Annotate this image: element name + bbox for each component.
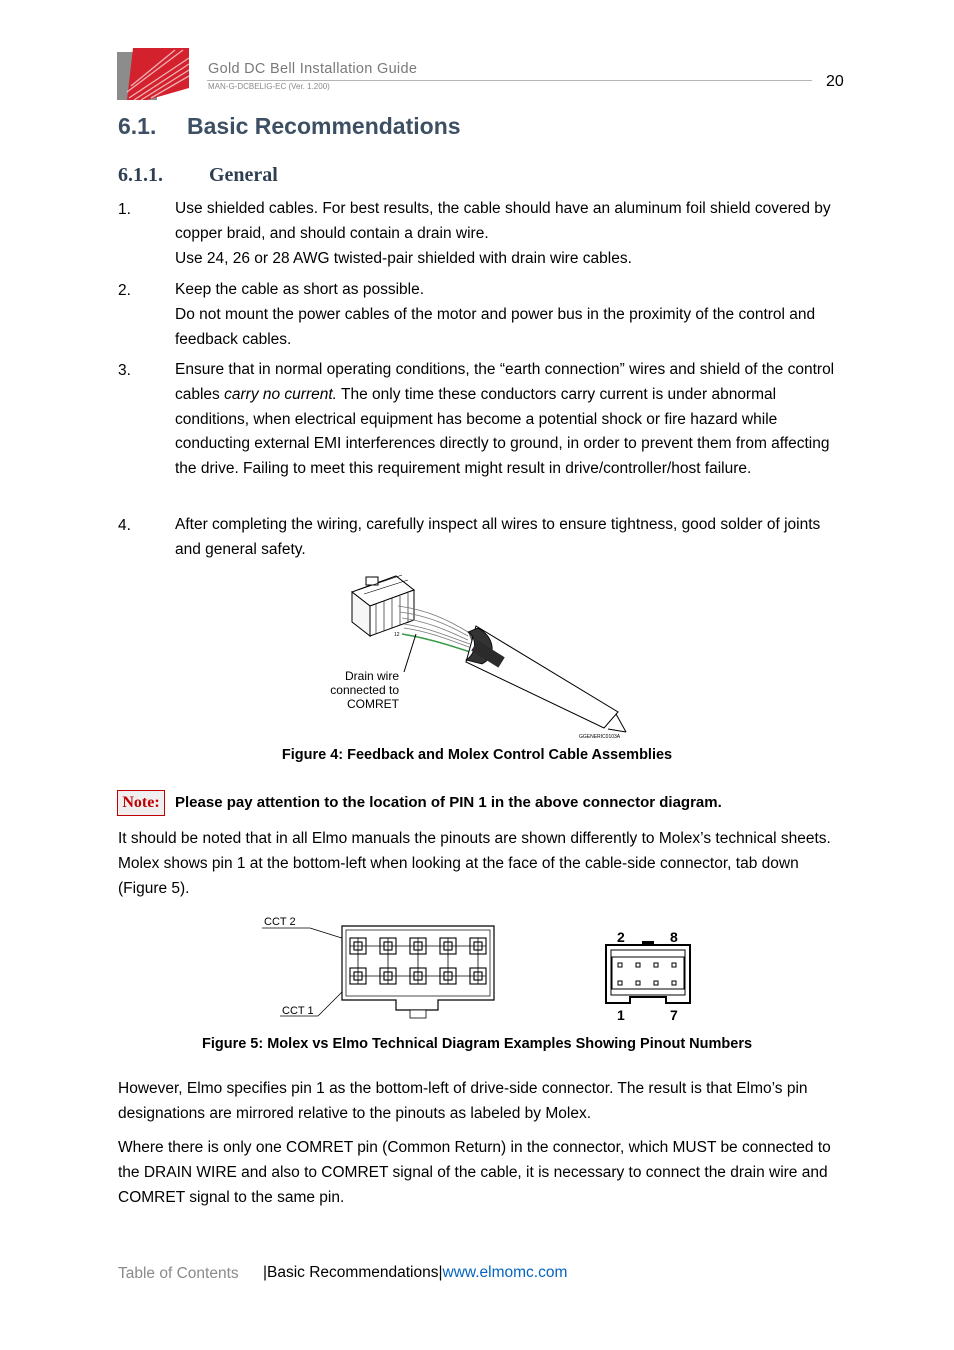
footer-website-link[interactable]: www.elmomc.com bbox=[442, 1264, 568, 1281]
list-item-number: 4. bbox=[118, 517, 131, 534]
list-item-text: Do not mount the power cables of the motor and power bus in the proximity of the control and feedback cables. bbox=[175, 305, 816, 348]
list-item-number: 1. bbox=[118, 201, 131, 218]
footer-nav bbox=[263, 1264, 567, 1282]
section-number: 6.1. bbox=[118, 113, 157, 139]
pin-number-top-left: 2 bbox=[617, 929, 625, 945]
list-item-number: 2. bbox=[118, 282, 131, 299]
list-item-text: Ensure that in normal operating conditions, the “earth connection” wires and shield of the control cables bbox=[175, 361, 835, 403]
list-item bbox=[175, 513, 841, 563]
elmo-connector-diagram bbox=[600, 925, 696, 1025]
list-item bbox=[175, 278, 841, 352]
subsection-number: 6.1.1. bbox=[118, 164, 163, 186]
drain-wire-label: Drain wire bbox=[344, 669, 399, 683]
section-title: Basic Recommendations bbox=[187, 113, 461, 139]
footer-table-of-contents-link[interactable]: Table of Contents bbox=[118, 1265, 239, 1282]
list-item-emphasis: carry no current. bbox=[224, 385, 337, 403]
list-item-text: After completing the wiring, carefully inspect all wires to ensure tightness, good solder of joints and general safety. bbox=[175, 516, 821, 558]
list-item bbox=[175, 197, 841, 271]
figure-5-caption: Figure 5: Molex vs Elmo Technical Diagram Examples Showing Pinout Numbers bbox=[201, 1036, 753, 1052]
header-title: Gold DC Bell Installation Guide bbox=[208, 61, 418, 77]
footer-separator: | bbox=[263, 1264, 268, 1281]
header-doc-id: MAN-G-DCBELIG-EC (Ver. 1.200) bbox=[208, 82, 330, 91]
note-label: Note: bbox=[117, 790, 165, 816]
paragraph: Where there is only one COMRET pin (Common Return) in the connector, which MUST be connected to the DRAIN WIRE and also to COMRET signal of the cable, it is necessary to connect the drain wire and COMRET signal to the same pin. bbox=[118, 1139, 831, 1206]
section-heading bbox=[118, 113, 461, 140]
pin-number-top-right: 8 bbox=[670, 929, 678, 945]
pin-number-bottom-left: 1 bbox=[617, 1007, 625, 1023]
page-number: 20 bbox=[826, 73, 844, 90]
pin-number-bottom-right: 7 bbox=[670, 1007, 678, 1023]
list-item-text: The only time these conductors carry current is under abnormal conditions, when electrical equipment has become a potential shock or fire hazard while conducting external EMI interferences directly to ground, in order to prevent them from affecting the drive. Failing to meet this requirement might result in drive/controller/host failure. bbox=[175, 385, 830, 478]
cct2-label: CCT 2 bbox=[264, 916, 296, 928]
subsection-title: General bbox=[209, 164, 278, 186]
list-item-text: Use shielded cables. For best results, the cable should have an aluminum foil shield covered by copper braid, and should contain a drain wire. bbox=[175, 200, 831, 242]
drain-wire-label: COMRET bbox=[347, 697, 399, 711]
drain-wire-label: connected to bbox=[330, 683, 399, 697]
list-item-number: 3. bbox=[118, 362, 131, 379]
note-text: Please pay attention to the location of PIN 1 in the above connector diagram. bbox=[175, 794, 722, 811]
subsection-heading bbox=[118, 164, 278, 187]
header-rule bbox=[207, 80, 812, 81]
cct1-label: CCT 1 bbox=[282, 1005, 314, 1017]
pin-label: 12 bbox=[394, 632, 400, 638]
molex-connector-diagram bbox=[258, 910, 498, 1022]
figure-4-caption: Figure 4: Feedback and Molex Control Cable Assemblies bbox=[281, 747, 673, 763]
cable-assembly-figure bbox=[318, 572, 638, 744]
elmo-logo bbox=[117, 48, 189, 100]
list-item bbox=[175, 358, 841, 482]
paragraph: It should be noted that in all Elmo manuals the pinouts are shown differently to Molex’s technical sheets. Molex shows pin 1 at the bottom-left when looking at the face of the cable-side connector, tab down (Figure 5). bbox=[118, 830, 831, 897]
paragraph: However, Elmo specifies pin 1 as the bottom-left of drive-side connector. The result is that Elmo’s pin designations are mirrored relative to the pinouts as labeled by Molex. bbox=[118, 1080, 808, 1122]
footer-section: Basic Recommendations bbox=[267, 1264, 439, 1281]
list-item-text: Use 24, 26 or 28 AWG twisted-pair shielded with drain wire cables. bbox=[175, 249, 632, 267]
image-code: GGENERIC0103A bbox=[579, 734, 621, 740]
footer-separator: | bbox=[438, 1264, 443, 1281]
list-item-text: Keep the cable as short as possible. bbox=[175, 281, 425, 298]
